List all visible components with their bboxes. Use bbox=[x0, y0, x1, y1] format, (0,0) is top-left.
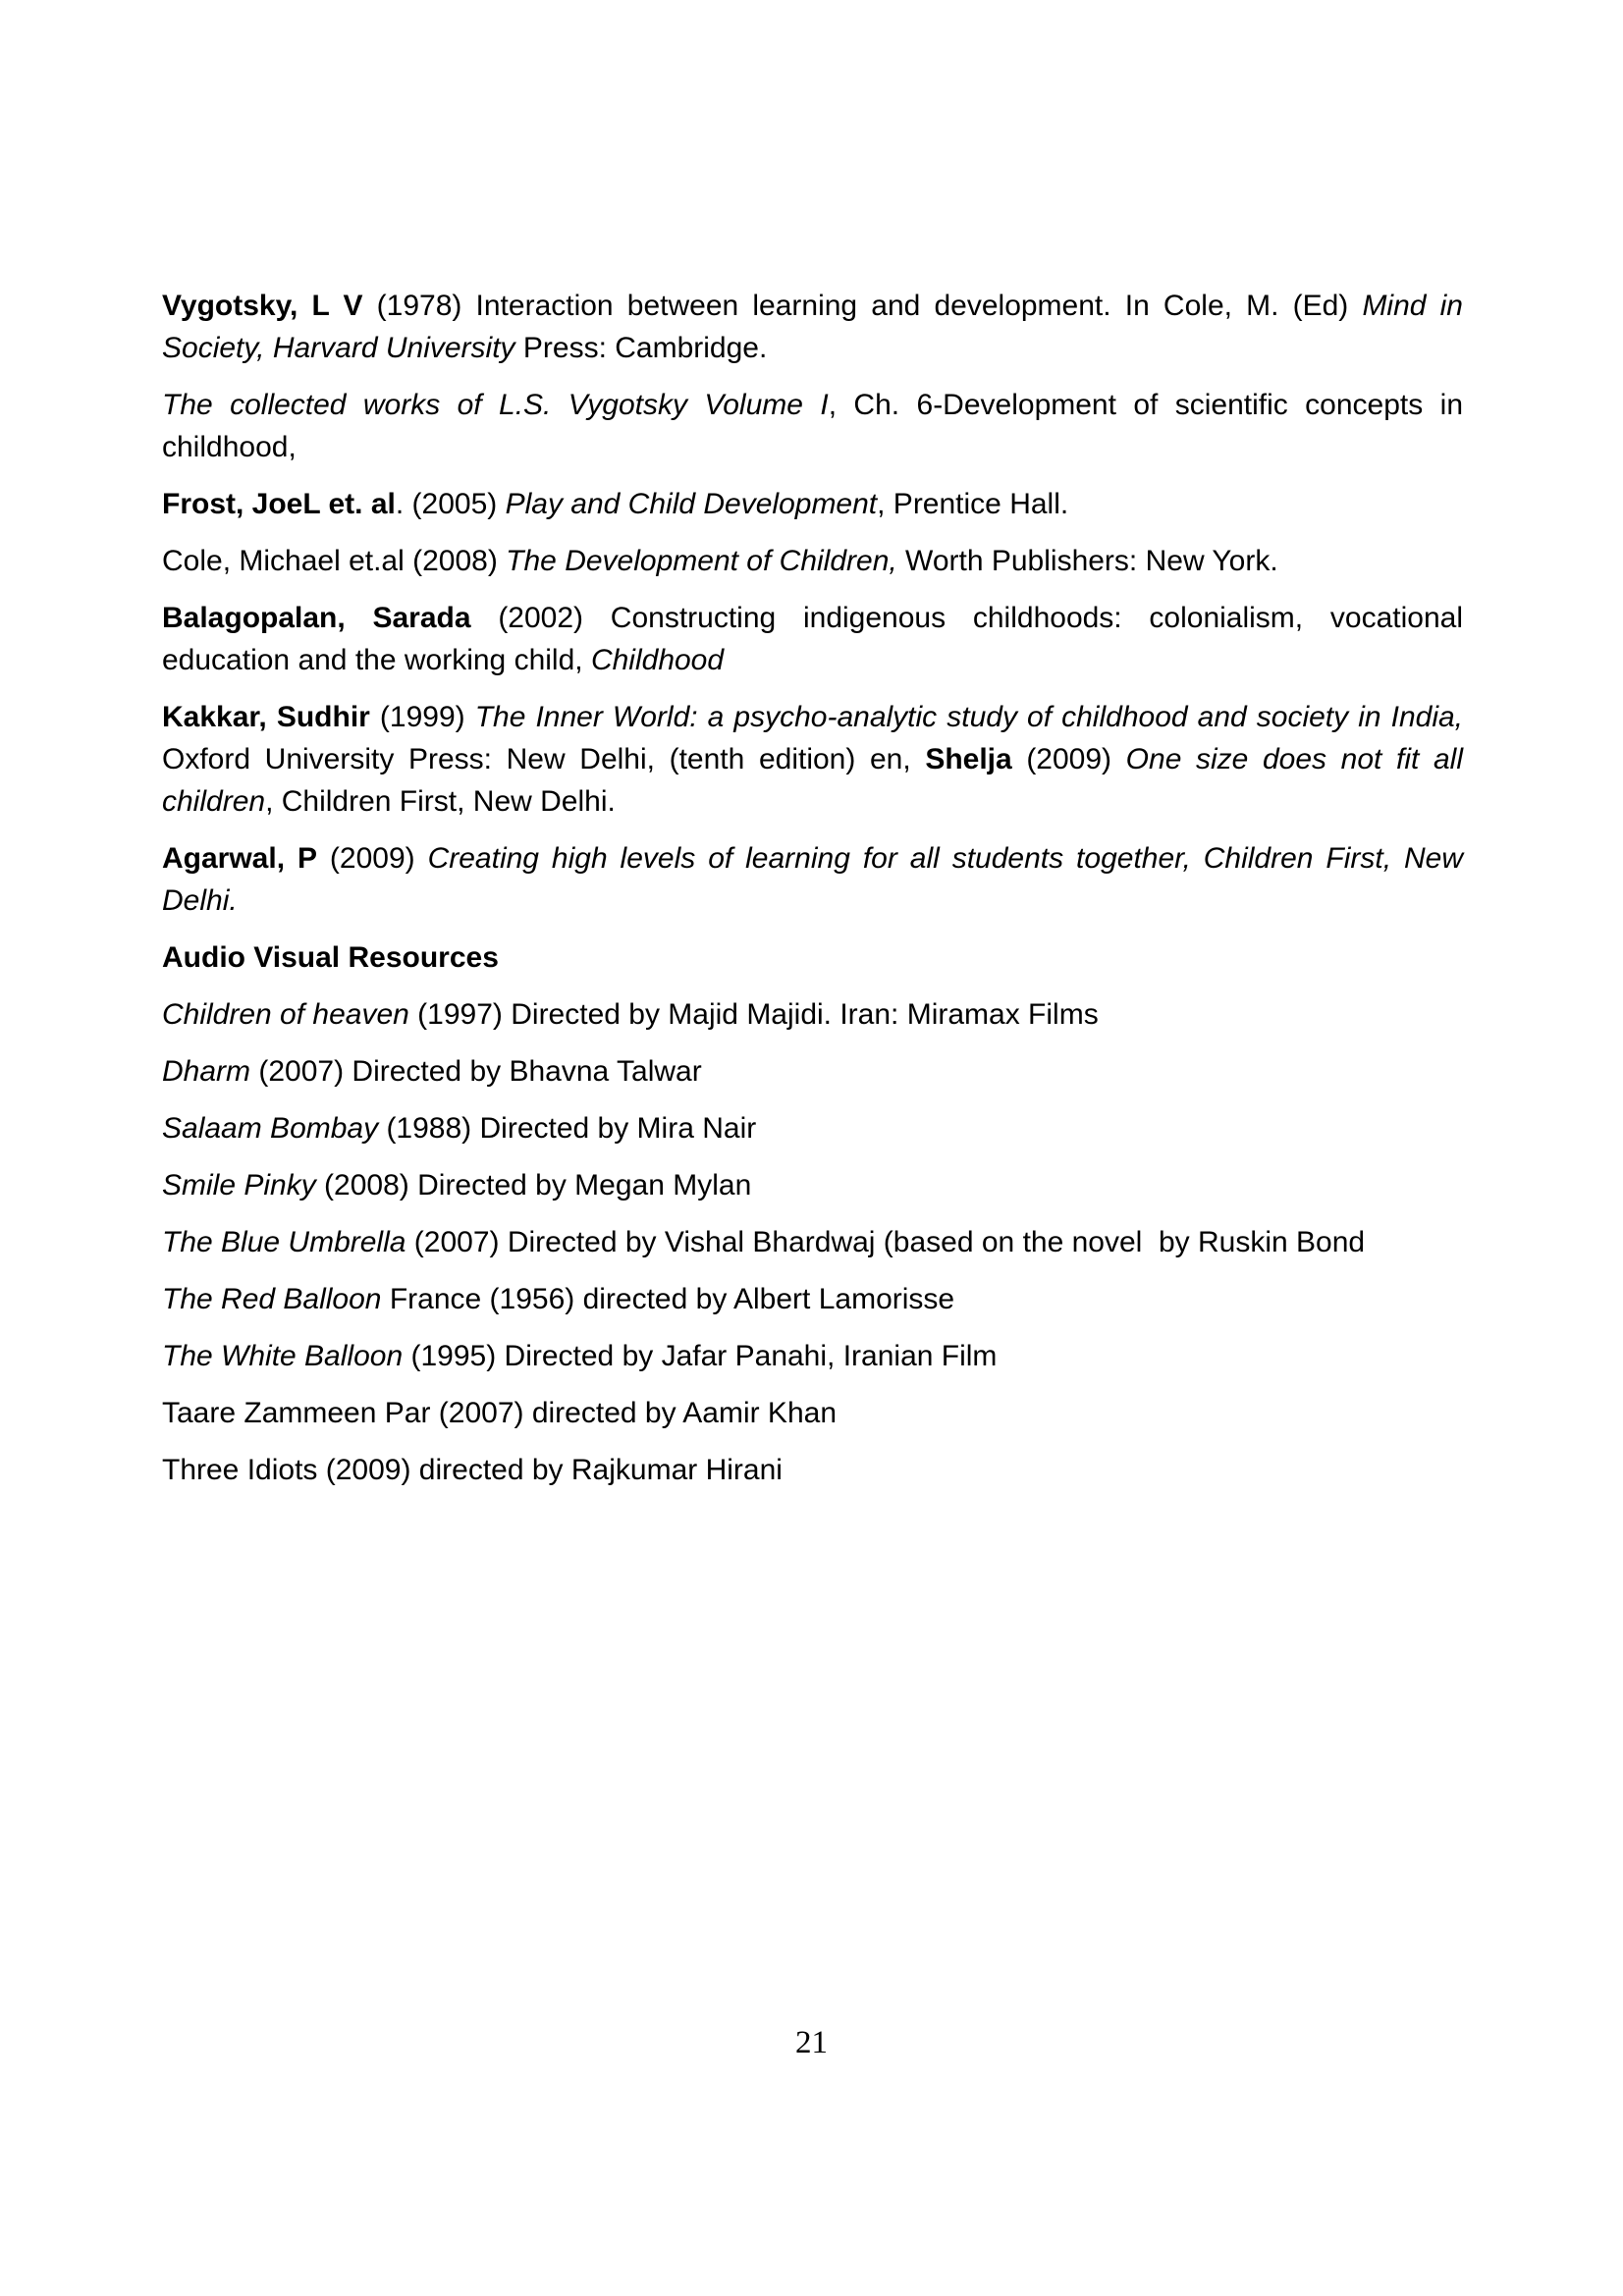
reference-paragraph bbox=[162, 1335, 1463, 1377]
text-run: Kakkar, Sudhir bbox=[162, 701, 370, 733]
text-run: Agarwal, P bbox=[162, 842, 317, 875]
text-run: The Red Balloon bbox=[162, 1283, 382, 1315]
text-run: Vygotsky, L V bbox=[162, 290, 363, 322]
section-heading bbox=[162, 936, 1463, 979]
text-run: Salaam Bombay bbox=[162, 1112, 379, 1145]
reference-paragraph bbox=[162, 1449, 1463, 1491]
text-run: Shelja bbox=[925, 743, 1012, 775]
text-run: (2008) Directed by Megan Mylan bbox=[315, 1169, 752, 1201]
reference-paragraph bbox=[162, 1392, 1463, 1434]
text-run: Worth Publishers: New York. bbox=[896, 545, 1278, 577]
reference-paragraph bbox=[162, 837, 1463, 922]
references-content bbox=[162, 285, 1463, 1506]
text-run: (2007) Directed by Vishal Bhardwaj (based on the novel by Ruskin Bond bbox=[406, 1226, 1366, 1258]
text-run: The White Balloon bbox=[162, 1340, 404, 1372]
text-run: Childhood bbox=[590, 644, 725, 676]
text-run: (2007) Directed by Bhavna Talwar bbox=[250, 1055, 702, 1088]
text-run: One size does not fit all children bbox=[162, 743, 1463, 818]
text-run: , Children First, New Delhi. bbox=[265, 785, 616, 818]
reference-paragraph bbox=[162, 597, 1463, 681]
text-run: (1978) Interaction between learning and development. In Cole, M. (Ed) bbox=[362, 290, 1363, 322]
reference-paragraph bbox=[162, 1107, 1463, 1149]
reference-paragraph bbox=[162, 384, 1463, 468]
reference-paragraph bbox=[162, 1164, 1463, 1206]
text-run: Mind in Society, Harvard University bbox=[162, 290, 1463, 364]
text-run: Taare Zammeen Par (2007) directed by Aamir Khan bbox=[162, 1397, 837, 1429]
text-run: (1999) bbox=[369, 701, 475, 733]
reference-paragraph bbox=[162, 483, 1463, 525]
text-run: Audio Visual Resources bbox=[162, 941, 499, 974]
text-run: Three Idiots (2009) directed by Rajkumar Hirani bbox=[162, 1454, 783, 1486]
text-run: . (2005) bbox=[395, 488, 506, 520]
text-run: Press: Cambridge. bbox=[514, 332, 768, 364]
text-run: , Prentice Hall. bbox=[877, 488, 1069, 520]
text-run: France (1956) directed by Albert Lamorisse bbox=[381, 1283, 955, 1315]
text-run: Cole, Michael et.al (2008) bbox=[162, 545, 507, 577]
reference-paragraph bbox=[162, 1278, 1463, 1320]
reference-paragraph bbox=[162, 1221, 1463, 1263]
text-run: Frost, JoeL et. al bbox=[162, 488, 396, 520]
text-run: Play and Child Development bbox=[505, 488, 878, 520]
text-run: Children of heaven bbox=[162, 998, 409, 1031]
reference-paragraph bbox=[162, 993, 1463, 1036]
text-run: (1997) Directed by Majid Majidi. Iran: Miramax Films bbox=[408, 998, 1099, 1031]
text-run: The Development of Children, bbox=[506, 545, 897, 577]
reference-paragraph bbox=[162, 1050, 1463, 1093]
reference-paragraph bbox=[162, 285, 1463, 369]
text-run: Dharm bbox=[162, 1055, 251, 1088]
text-run: Balagopalan, Sarada bbox=[162, 602, 471, 634]
page-number: 21 bbox=[795, 2025, 828, 2060]
reference-paragraph bbox=[162, 540, 1463, 582]
text-run: (1995) Directed by Jafar Panahi, Iranian Film bbox=[403, 1340, 998, 1372]
text-run: Oxford University Press: New Delhi, (tenth edition) en, bbox=[162, 743, 926, 775]
text-run: (2009) bbox=[1011, 743, 1126, 775]
reference-paragraph bbox=[162, 696, 1463, 823]
text-run: Smile Pinky bbox=[162, 1169, 316, 1201]
text-run: (2009) bbox=[316, 842, 428, 875]
text-run: , Ch. 6-Development of scientific concepts in childhood, bbox=[162, 389, 1463, 463]
text-run: (1988) Directed by Mira Nair bbox=[378, 1112, 757, 1145]
text-run: The Blue Umbrella bbox=[162, 1226, 406, 1258]
text-run: (2002) Constructing indigenous childhoods: colonialism, vocational education and the working child, bbox=[162, 602, 1463, 676]
text-run: The collected works of L.S. Vygotsky Volume I bbox=[162, 389, 829, 421]
text-run: The Inner World: a psycho-analytic study of childhood and society in India, bbox=[474, 701, 1464, 733]
text-run: Creating high levels of learning for all students together, Children First, New Delhi. bbox=[162, 842, 1464, 917]
